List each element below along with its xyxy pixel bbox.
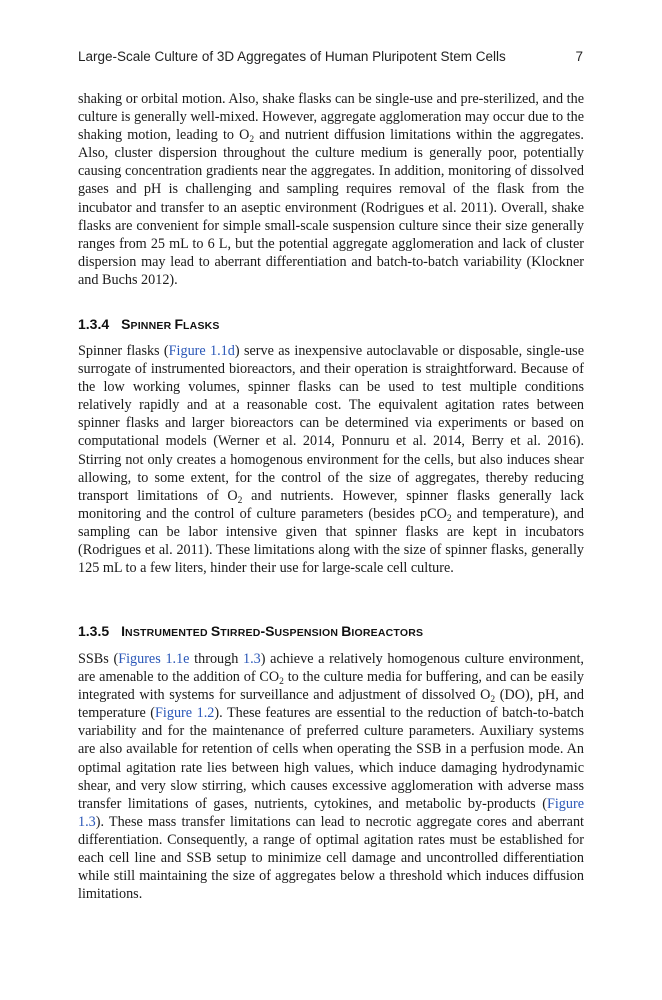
text-span: and temperature), and sampling can be labor intensive given that spinner flasks are kept in incubators (Rodrigues et al. 2011). These limitations along with the size of spinner flasks, generally 125 mL to a few liters, hinder their use for large-scale cell culture. [78, 505, 584, 577]
text-span: ). These mass transfer limitations can lead to necrotic aggregate cores and aberrant differentiation. Consequently, a range of optimal agitation rates must be established for each cell line and SSB setup to minimize cell damage and uncontrolled differentiation while still maintaining the size of aggregates below a threshold which induces diffusion limitations. [78, 813, 584, 903]
paragraph-ssb [78, 650, 584, 903]
section-number: 1.3.4 [78, 316, 110, 332]
text-span: (DO), pH, and temperature ( [78, 687, 585, 722]
heading-text: S [121, 316, 131, 332]
running-head [78, 49, 584, 69]
subscript: 2 [490, 695, 496, 706]
heading-text: LASKS [183, 320, 220, 332]
text-span: ) serve as inexpensive autoclavable or disposable, single-use surrogate of instrumented bioreactors, and their operation is straightforward. Because of the low working volumes, spinner flasks can be used to test multiple conditions relatively rapidly and at a reasonable cost. The equivalent agitation rates between spinner flasks and larger bioreactors can be determined via experiments or based on computational models (Werner et al. 2014, Ponnuru et al. 2014, Berry et al. 2016). Stirring not only creates a homogenous environment for the cells, but also induces shear allowing, to some extent, for the control of the size of aggregates, thereby reducing transport limitations of O [78, 343, 584, 504]
figure-link-1-3[interactable]: 1.3 [243, 651, 261, 667]
heading-text: PINNER [130, 320, 175, 332]
text-span: Spinner flasks ( [78, 343, 169, 359]
text-span: through [189, 651, 244, 667]
text-span: ) achieve a relatively homogenous culture environment, are amenable to the addition of CO [78, 651, 584, 686]
figure-link-1-3[interactable]: Figure 1.3 [78, 795, 584, 830]
heading-text: S [210, 623, 221, 639]
heading-text: NSTRUMENTED [125, 627, 211, 639]
heading-text: F [174, 316, 184, 332]
text-span: ). These features are essential to the reduction of batch-to-batch variability and for the maintenance of preferred culture parameters. Auxiliary systems are also available for retention of cells when operating the SSB in a perfusion mode. An optimal agitation rate lies between high values, which induce damaging hydrodynamic shear, and very slow stirring, which causes excessive agglomeration with adverse mass transfer limitations of gases, nutrients, cytokines, and metabolic by-products ( [78, 705, 585, 812]
paragraph-shake-flasks [78, 90, 584, 289]
heading-text: B [341, 623, 352, 639]
heading-text: USPENSION [274, 627, 342, 639]
text-span: to the culture media for buffering, and can be easily integrated with systems for surveillance and adjustment of dissolved O [78, 669, 584, 704]
section-heading-1-3-5 [78, 623, 423, 641]
subscript: 2 [237, 495, 243, 506]
heading-text: -S [260, 623, 275, 639]
subscript: 2 [279, 677, 284, 688]
paragraph-spinner-flasks [78, 342, 584, 577]
figure-link-1-1e[interactable]: Figures 1.1e [118, 651, 190, 667]
page-number: 7 [575, 49, 583, 64]
section-number: 1.3.5 [78, 623, 110, 639]
running-head-title: Large-Scale Culture of 3D Aggregates of Human Pluripotent Stem Cells [78, 49, 506, 64]
subscript: 2 [446, 513, 452, 524]
section-heading-1-3-4 [78, 316, 220, 334]
heading-text: IOREACTORS [351, 627, 424, 639]
subscript: 2 [249, 135, 255, 146]
figure-link-1-2[interactable]: Figure 1.2 [155, 705, 215, 722]
figure-link-1-1d[interactable]: Figure 1.1d [168, 343, 235, 359]
text-span: shaking or orbital motion. Also, shake flasks can be single-use and pre-sterilized, and the culture is generally well-mixed. However, aggregate agglomeration may occur due to the shaking motion, leading to O [78, 91, 584, 144]
text-span: and nutrients. However, spinner flasks generally lack monitoring and the control of culture parameters (besides pCO [78, 487, 584, 522]
text-span: SSBs ( [78, 651, 119, 667]
heading-text: I [121, 623, 126, 639]
heading-text: TIRRED [220, 627, 261, 639]
text-span: and nutrient diffusion limitations within the aggregates. Also, cluster dispersion throughout the culture medium is generally poor, potentially causing concentration gradients near the aggregates. In addition, monitoring of dissolved gases and pH is challenging and sampling requires removal of the flask from the incubator and transfer to an aseptic environment (Rodrigues et al. 2011). Overall, shake flasks are convenient for simple small-scale suspension culture since their size generally ranges from 25 mL to 6 L, but the potential aggregate agglomeration and lack of cluster dispersion may lead to aberrant differentiation and batch-to-batch variability (Klockner and Buchs 2012). [78, 127, 584, 288]
